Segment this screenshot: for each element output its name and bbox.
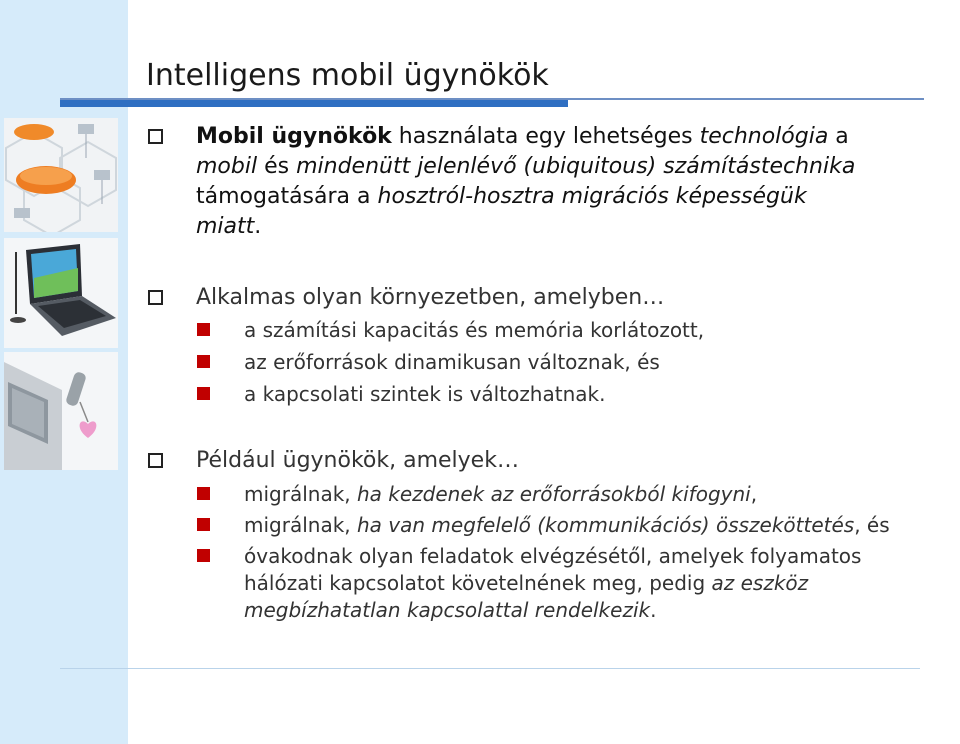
text-span: . — [254, 214, 262, 239]
mobile-phone-image — [4, 352, 118, 470]
bullet3-item1 — [244, 481, 757, 507]
filled-square-bullet-icon — [197, 518, 210, 531]
italic-term: megbízhatatlan kapcsolattal rendelkezik — [244, 598, 651, 622]
text-span: . — [650, 598, 657, 622]
italic-term: miatt — [196, 214, 255, 239]
filled-square-bullet-icon — [197, 487, 210, 500]
italic-term: hosztról-hosztra migrációs képességük — [377, 184, 807, 209]
text-span: támogatására a — [196, 184, 378, 209]
bullet3-heading: Például ügynökök, amelyek… — [196, 448, 519, 473]
italic-term: ha van megfelelő (kommunikációs) összeköttetés — [357, 513, 855, 537]
italic-term: technológia — [699, 124, 829, 149]
italic-term: az eszköz — [711, 571, 809, 595]
hollow-square-bullet-icon — [148, 453, 163, 468]
text-span: , — [750, 482, 758, 506]
bullet3-item3-line2 — [244, 570, 808, 596]
laptop-image — [4, 238, 118, 348]
text-span: használata egy lehetséges — [391, 124, 700, 149]
bullet2-heading: Alkalmas olyan környezetben, amelyben… — [196, 285, 665, 310]
italic-term: mobil — [196, 154, 258, 179]
network-illustration-image — [4, 118, 118, 232]
bullet1-line1 — [196, 122, 849, 152]
footer-rule — [60, 668, 920, 669]
hollow-square-bullet-icon — [148, 290, 163, 305]
page-title: Intelligens mobil ügynökök — [146, 58, 549, 93]
bullet1-line3 — [196, 182, 807, 212]
bullet2-item: a számítási kapacitás és memória korlátozott, — [244, 318, 705, 342]
italic-term: mindenütt jelenlévő (ubiquitous) számítástechnika — [296, 154, 856, 179]
filled-square-bullet-icon — [197, 323, 210, 336]
bullet1-line2 — [196, 152, 855, 182]
bullet2-item: az erőforrások dinamikusan változnak, és — [244, 350, 660, 374]
filled-square-bullet-icon — [197, 549, 210, 562]
text-span: migrálnak, — [244, 482, 357, 506]
text-span: a — [828, 124, 849, 149]
bullet1-line4 — [196, 212, 261, 242]
hollow-square-bullet-icon — [148, 129, 163, 144]
bullet2-item: a kapcsolati szintek is változhatnak. — [244, 382, 606, 406]
title-accent-bar — [60, 100, 568, 107]
text-span: és — [257, 154, 297, 179]
bold-term: Mobil ügynökök — [196, 124, 392, 149]
bullet3-item3-line3 — [244, 597, 656, 623]
filled-square-bullet-icon — [197, 355, 210, 368]
text-span: , és — [854, 513, 890, 537]
filled-square-bullet-icon — [197, 387, 210, 400]
bullet3-item3-line1: óvakodnak olyan feladatok elvégzésétől, amelyek folyamatos — [244, 544, 862, 568]
text-span: migrálnak, — [244, 513, 357, 537]
italic-term: ha kezdenek az erőforrásokból kifogyni — [357, 482, 751, 506]
text-span: hálózati kapcsolatot követelnének meg, pedig — [244, 571, 712, 595]
bullet3-item2 — [244, 512, 890, 538]
